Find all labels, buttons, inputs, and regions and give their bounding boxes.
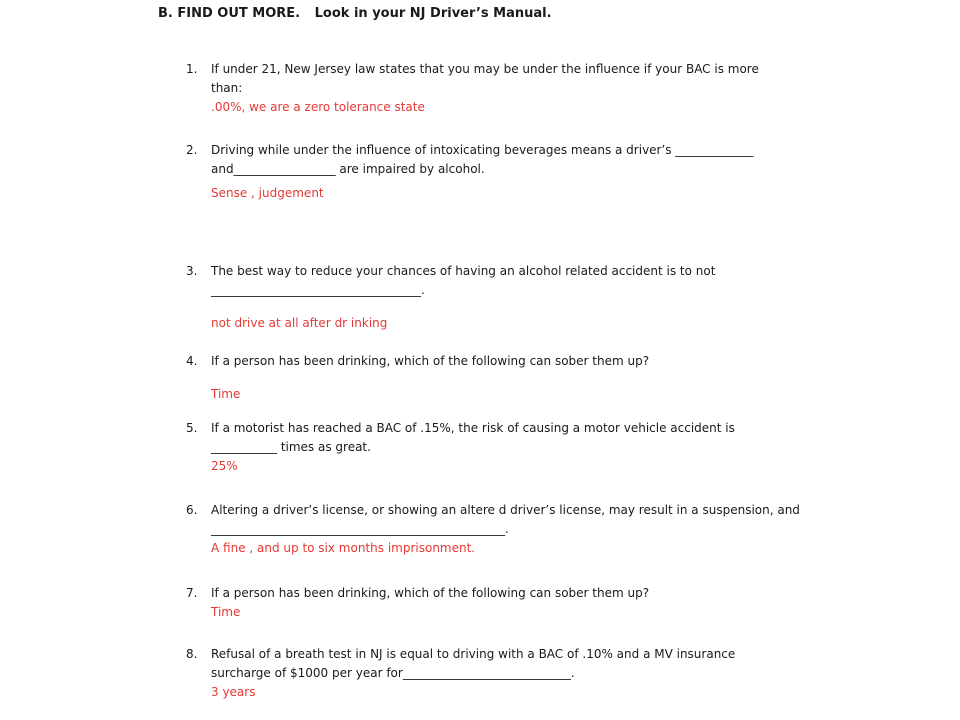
question-number: 6. — [186, 503, 198, 517]
question-number: 4. — [186, 354, 198, 368]
question-1 — [186, 60, 826, 117]
question-3 — [186, 262, 826, 333]
question-number: 2. — [186, 143, 198, 157]
question-number: 3. — [186, 264, 198, 278]
question-line: If a motorist has reached a BAC of .15%, the risk of causing a motor vehicle accident is — [211, 421, 735, 435]
answer-text: Time — [211, 387, 241, 401]
section-heading — [158, 6, 552, 21]
question-6 — [186, 501, 826, 558]
question-line: surcharge of $1000 per year for____________________________. — [211, 666, 575, 680]
question-line: Altering a driver’s license, or showing an altere d driver’s license, may result in a suspension, and — [211, 503, 800, 517]
question-number: 5. — [186, 421, 198, 435]
answer-text: Time — [211, 605, 241, 619]
question-line: and_________________ are impaired by alcohol. — [211, 162, 485, 176]
question-number: 7. — [186, 586, 198, 600]
question-line: The best way to reduce your chances of having an alcohol related accident is to not — [211, 264, 716, 278]
question-line: ___________ times as great. — [211, 440, 371, 454]
question-line: If a person has been drinking, which of the following can sober them up? — [211, 586, 650, 600]
question-number: 1. — [186, 62, 198, 76]
question-line: If a person has been drinking, which of the following can sober them up? — [211, 354, 650, 368]
question-number: 8. — [186, 647, 198, 661]
answer-text: 25% — [211, 459, 238, 473]
question-line: ___________________________________. — [211, 283, 425, 297]
question-2 — [186, 141, 826, 203]
heading-label: B. FIND OUT MORE. — [158, 6, 301, 21]
question-line: If under 21, New Jersey law states that you may be under the influence if your BAC is more — [211, 62, 759, 76]
question-line: Refusal of a breath test in NJ is equal to driving with a BAC of .10% and a MV insurance — [211, 647, 736, 661]
question-4 — [186, 352, 826, 404]
question-5 — [186, 419, 826, 476]
question-8 — [186, 645, 826, 702]
question-line: Driving while under the influence of intoxicating beverages means a driver’s _____________ — [211, 143, 754, 157]
question-line: than: — [211, 81, 243, 95]
question-7 — [186, 584, 826, 622]
answer-text: 3 years — [211, 685, 256, 699]
heading-instruction: Look in your NJ Driver’s Manual. — [314, 6, 552, 21]
answer-text: not drive at all after dr inking — [211, 316, 388, 330]
answer-text: Sense , judgement — [211, 186, 324, 200]
answer-text: A fine , and up to six months imprisonment. — [211, 541, 476, 555]
question-line: _________________________________________________. — [211, 522, 509, 536]
answer-text: .00%, we are a zero tolerance state — [211, 100, 425, 114]
